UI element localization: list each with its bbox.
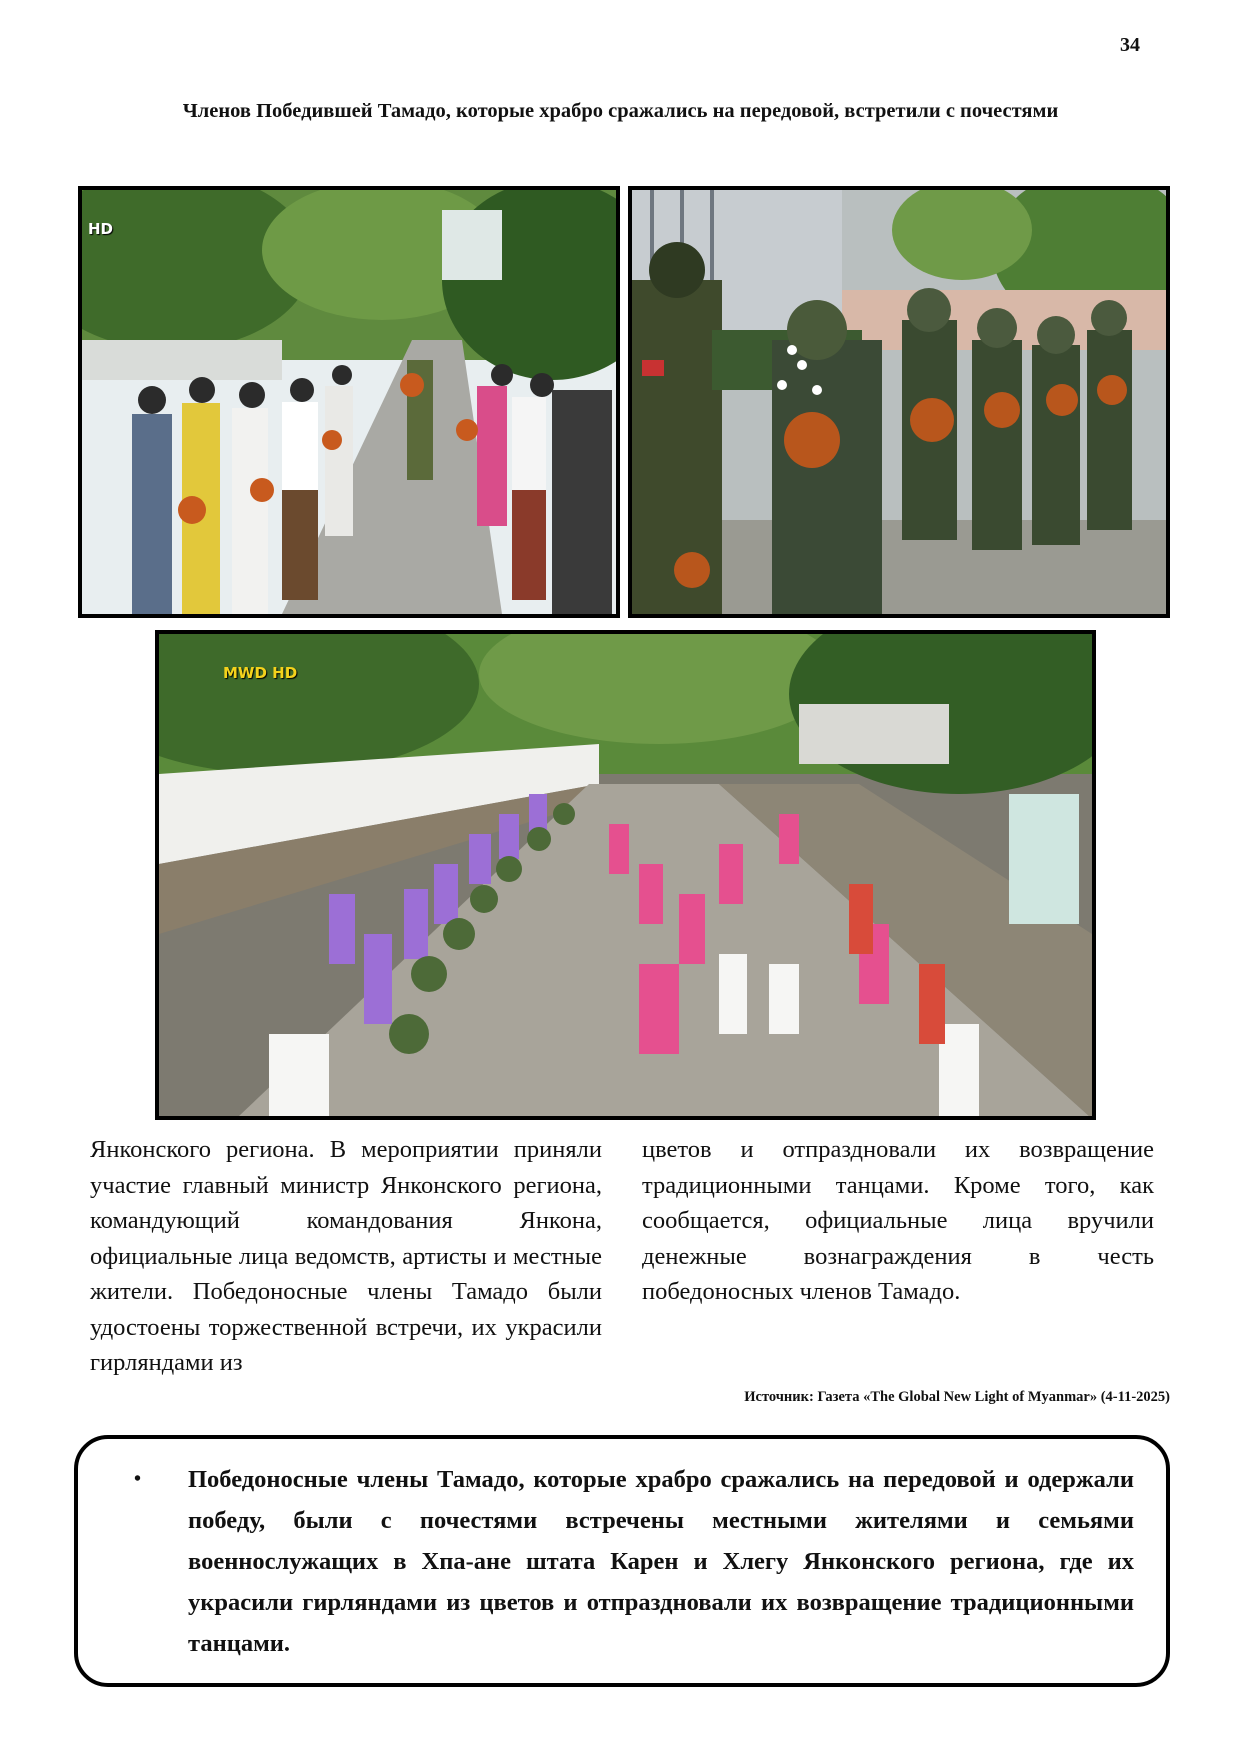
photo-garland-ceremony-image [632,190,1166,614]
summary-text: Победоносные члены Тамадо, которые храбро сражались на передовой и одержали победу, были с почестями встречены местными жителями и семьями военнослужащих в Хпа-ане штата Карен и Хлегу Янконского региона, где их украсили гирляндами из цветов и отпраздновали их возвращение традиционными танцами. [188,1466,1134,1657]
summary-item [134,1459,1134,1664]
article-right-column: цветов и отпраздновали их возвращение традиционными танцами. Кроме того, как сообщается, официальные лица вручили денежные вознаграждения в честь победоносных членов Тамадо. [642,1136,1154,1305]
photo-street-procession-image [159,634,1092,1116]
tv-logo-mwd: MWD HD [223,664,298,682]
photo-garland-ceremony [628,186,1170,618]
photo-street-procession [155,630,1096,1120]
summary-box [74,1435,1170,1687]
page-title: Членов Победившей Тамадо, которые храбро сражались на передовой, встретили с почестями [182,100,1059,122]
summary-list [134,1459,1134,1664]
source-citation: Источник: Газета «The Global New Light of Myanmar» (4-11-2025) [744,1389,1170,1405]
photo-crowd-welcome-image [82,190,616,614]
photo-crowd-welcome [78,186,620,618]
article-left-column: Янконского региона. В мероприятии приняли участие главный министр Янконского региона, командующий командования Янкона, официальные лица ведомств, артисты и местные жители. Победоносные члены Тамадо были удостоены торжественной встречи, их украсили гирляндами из [90,1136,602,1376]
page-number: 34 [1120,34,1140,56]
bullet-icon: • [134,1468,142,1490]
tv-logo: HD [88,220,114,238]
